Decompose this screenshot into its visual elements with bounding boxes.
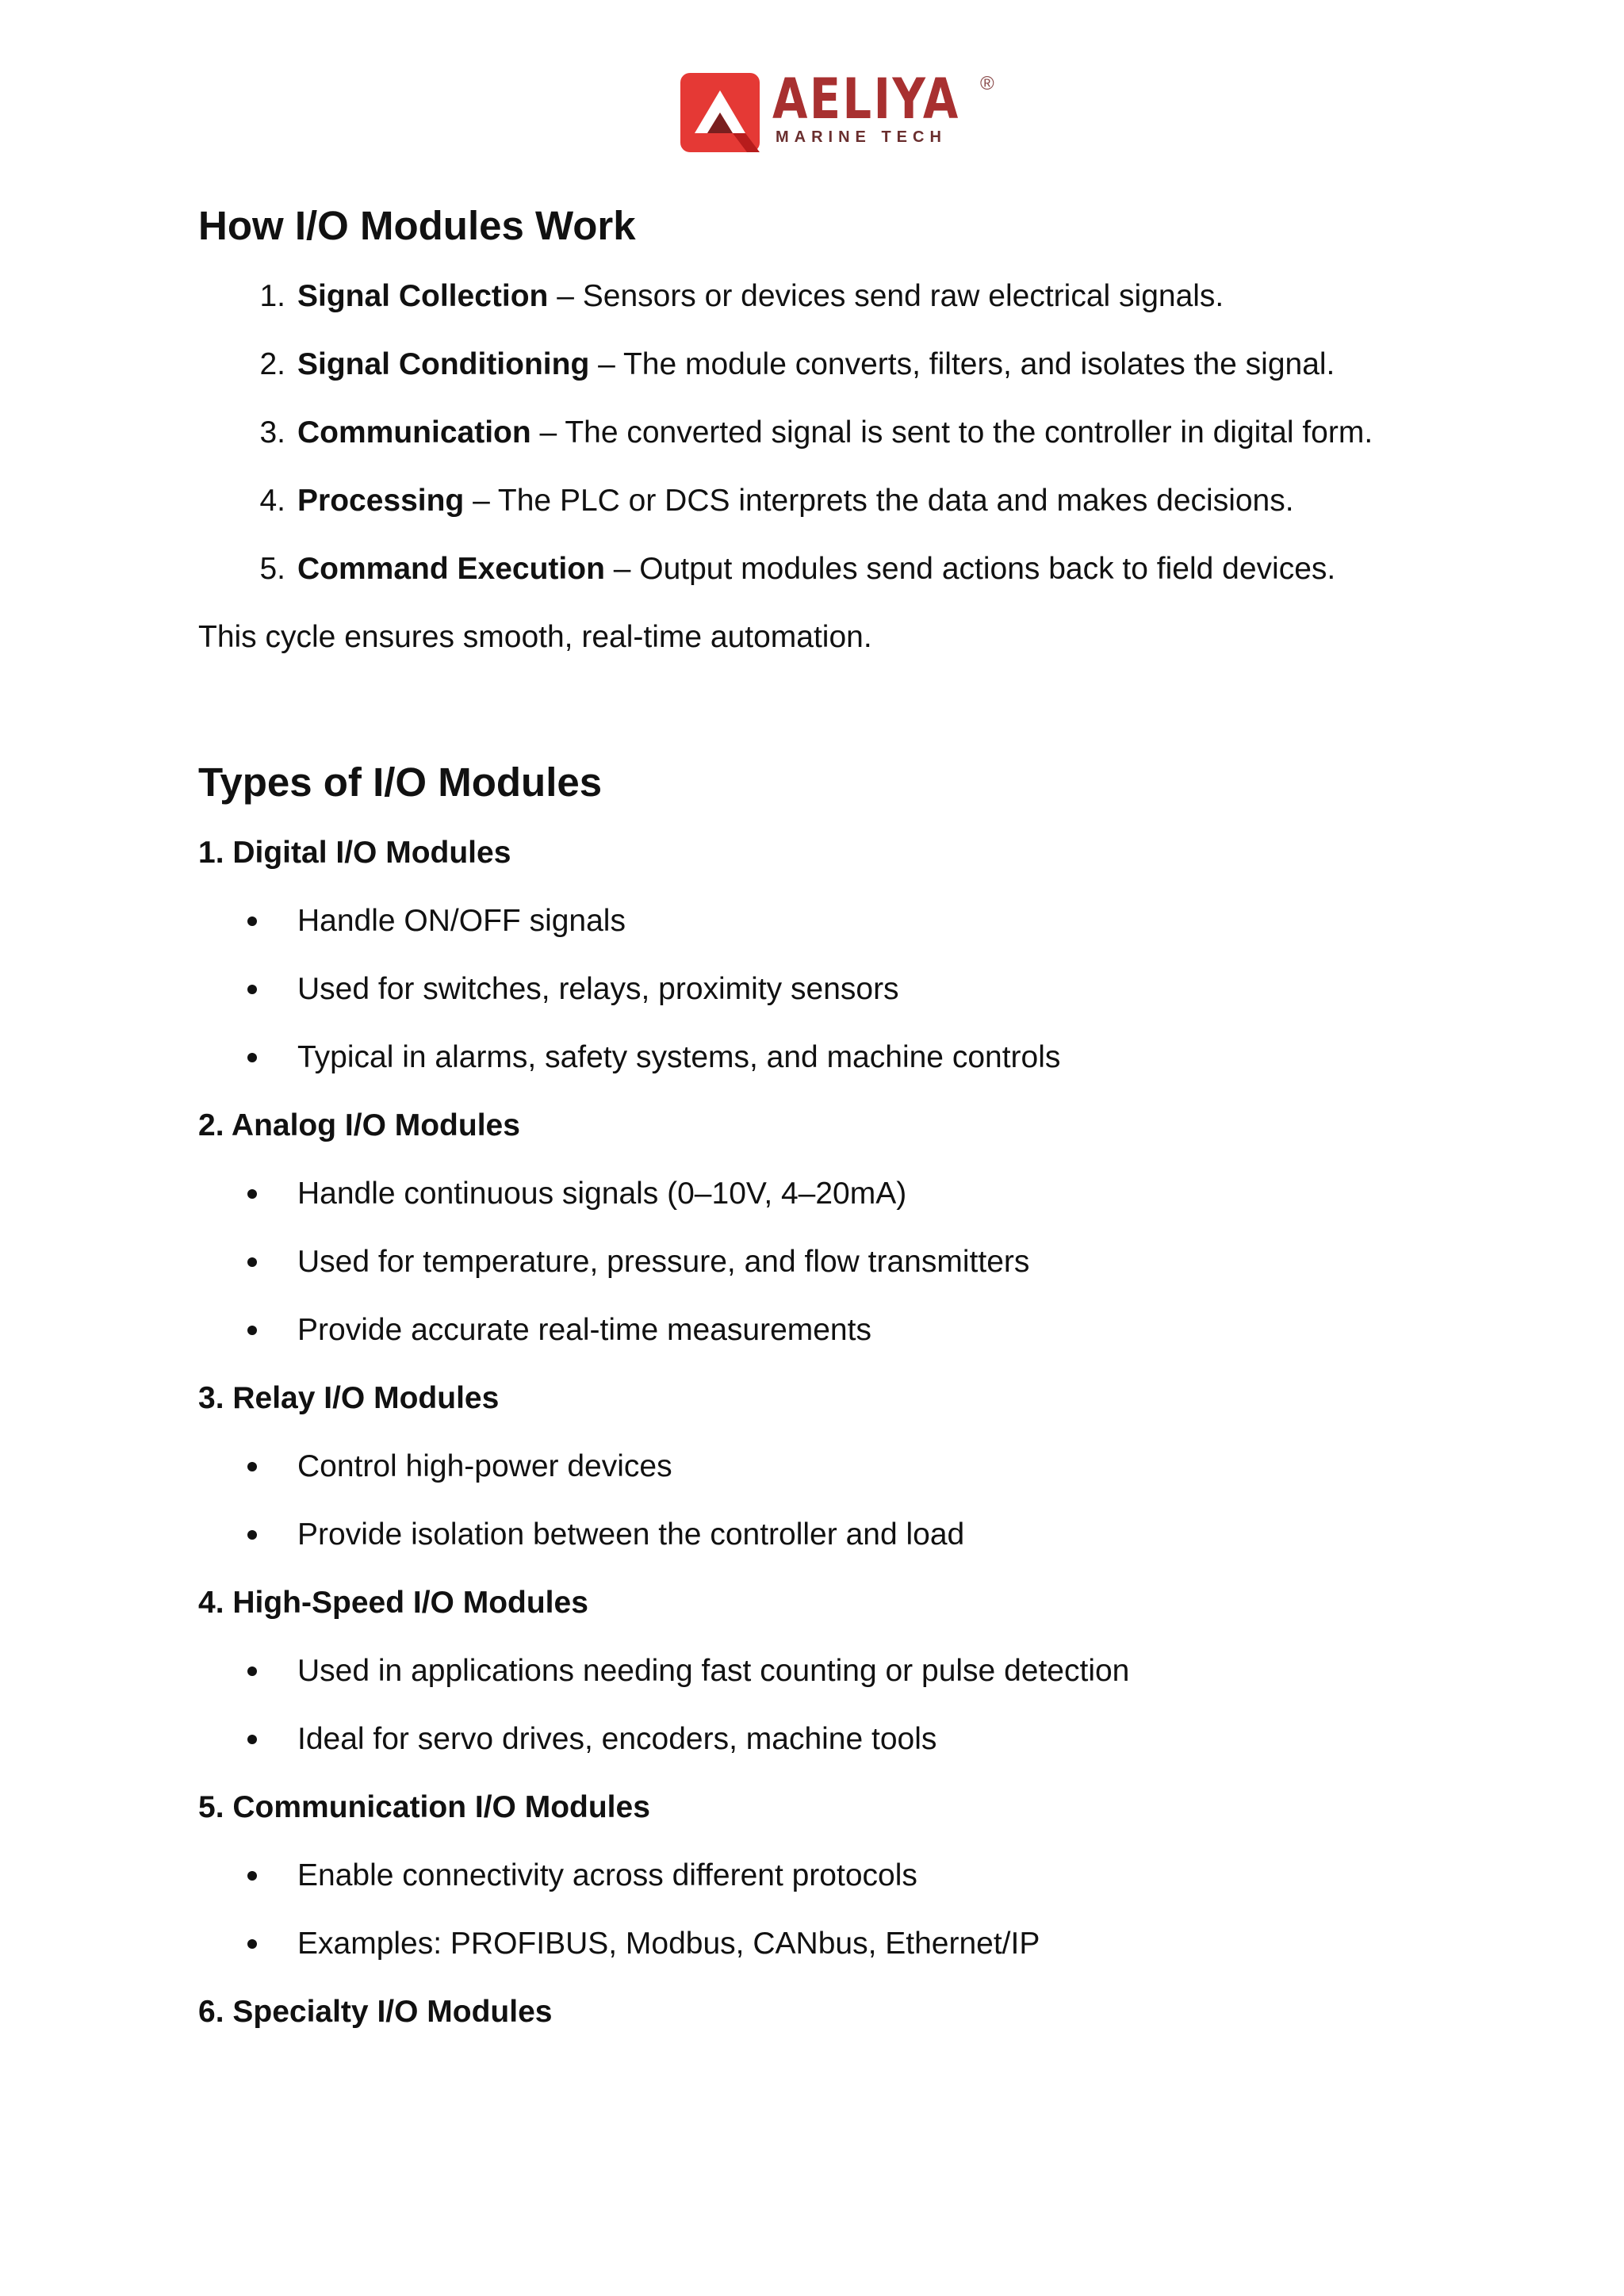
bullet-icon — [247, 1530, 257, 1540]
bullet-icon — [247, 1326, 257, 1335]
list-item: Control high-power devices — [198, 1433, 1435, 1501]
logo-subtitle: MARINE TECH — [776, 128, 947, 146]
step-number: 5. — [259, 552, 285, 586]
bullet-icon — [247, 1667, 257, 1676]
list-item: Used for temperature, pressure, and flow transmitters — [198, 1228, 1435, 1296]
list-item: Provide accurate real-time measurements — [198, 1296, 1435, 1364]
numbered-step — [198, 331, 1435, 399]
numbered-step — [198, 467, 1435, 535]
bullet-icon — [247, 1939, 257, 1949]
step-number: 1. — [259, 279, 285, 313]
step-term: Communication — [297, 415, 531, 450]
registered-mark: ® — [980, 73, 994, 94]
type-heading: 1. Digital I/O Modules — [198, 836, 511, 870]
step-number: 2. — [259, 347, 285, 381]
bullet-icon — [247, 1735, 257, 1744]
list-item: Examples: PROFIBUS, Modbus, CANbus, Ethernet/IP — [198, 1910, 1435, 1978]
logo-mark-icon — [680, 73, 760, 152]
list-item: Handle continuous signals (0–10V, 4–20mA) — [198, 1160, 1435, 1228]
bullet-icon — [247, 1257, 257, 1267]
type-heading: 2. Analog I/O Modules — [198, 1108, 520, 1142]
bullet-icon — [247, 1462, 257, 1471]
bullet-icon — [247, 1189, 257, 1199]
section-title-how-modules-work: How I/O Modules Work — [198, 203, 636, 248]
document-body — [198, 194, 1435, 2046]
type-heading: 4. High-Speed I/O Modules — [198, 1586, 588, 1620]
step-description: – Output modules send actions back to field devices. — [604, 552, 1336, 586]
step-description: – The module converts, filters, and isolates the signal. — [589, 347, 1335, 381]
bullet-icon — [247, 1871, 257, 1881]
list-item: Enable connectivity across different protocols — [198, 1842, 1435, 1910]
logo-name: AELIYA — [772, 67, 960, 132]
step-term: Signal Collection — [297, 279, 549, 313]
summary-paragraph: This cycle ensures smooth, real-time automation. — [198, 620, 872, 654]
step-description: – The converted signal is sent to the controller in digital form. — [530, 415, 1373, 450]
step-term: Signal Conditioning — [297, 347, 590, 381]
list-item: Ideal for servo drives, encoders, machine tools — [198, 1705, 1435, 1774]
numbered-step — [198, 262, 1435, 331]
bullet-icon — [247, 1053, 257, 1062]
type-heading: 5. Communication I/O Modules — [198, 1790, 650, 1824]
list-item: Handle ON/OFF signals — [198, 887, 1435, 955]
list-item: Typical in alarms, safety systems, and machine controls — [198, 1024, 1435, 1092]
step-number: 3. — [259, 415, 285, 450]
list-item: Used for switches, relays, proximity sensors — [198, 955, 1435, 1024]
step-description: – Sensors or devices send raw electrical signals. — [548, 279, 1224, 313]
step-number: 4. — [259, 484, 285, 518]
list-item: Provide isolation between the controller and load — [198, 1501, 1435, 1569]
numbered-step — [198, 535, 1435, 603]
list-item: Used in applications needing fast counting or pulse detection — [198, 1637, 1435, 1705]
step-term: Command Execution — [297, 552, 605, 586]
type-heading: 3. Relay I/O Modules — [198, 1381, 500, 1415]
step-description: – The PLC or DCS interprets the data and makes decisions. — [464, 484, 1294, 518]
step-term: Processing — [297, 484, 465, 518]
numbered-step — [198, 399, 1435, 467]
bullet-icon — [247, 916, 257, 926]
section-title-types: Types of I/O Modules — [198, 760, 603, 805]
type-heading: 6. Specialty I/O Modules — [198, 1995, 553, 2029]
bullet-icon — [247, 985, 257, 994]
company-logo — [680, 67, 1002, 152]
